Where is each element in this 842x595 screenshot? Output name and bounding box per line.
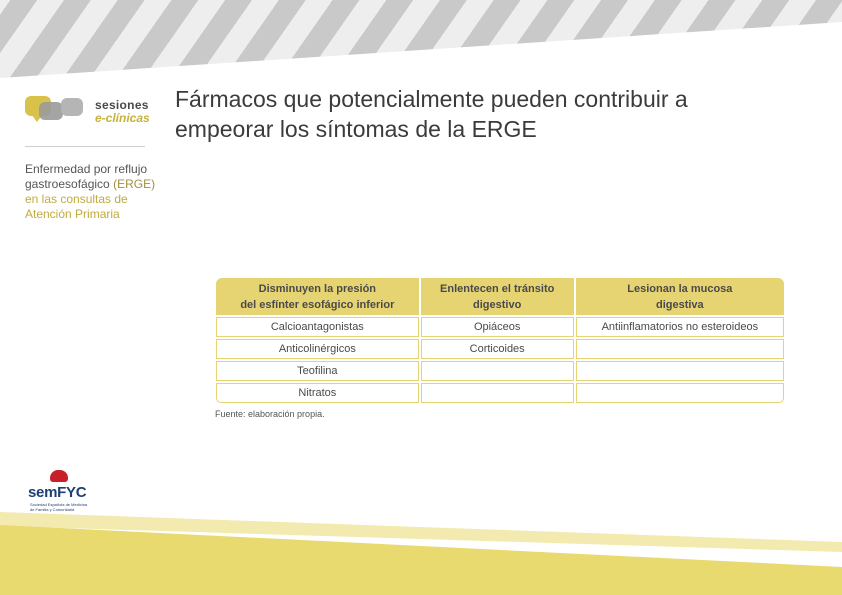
title-line: Fármacos que potencialmente pueden contribuir a xyxy=(175,86,688,112)
column-header: Disminuyen la presión del esfínter esofágico inferior xyxy=(216,278,419,315)
speech-bubble-icon xyxy=(39,102,63,120)
table-cell: Nitratos xyxy=(216,383,419,403)
table-cell: Antiinflamatorios no esteroideos xyxy=(576,317,784,337)
table-row xyxy=(216,317,784,337)
column-header: Enlentecen el tránsito digestivo xyxy=(421,278,574,315)
table-cell: Corticoides xyxy=(421,339,574,359)
top-striped-banner xyxy=(0,0,842,78)
table-cell xyxy=(421,383,574,403)
table-row xyxy=(216,361,784,381)
subject-line: Atención Primaria xyxy=(25,207,120,221)
speech-bubble-icon xyxy=(61,98,83,116)
subject-line: Enfermedad por reflujo xyxy=(25,162,148,176)
sesiones-eclinicas-logo xyxy=(25,96,155,132)
table-cell: Teofilina xyxy=(216,361,419,381)
table-cell: Opiáceos xyxy=(421,317,574,337)
table-source-note: Fuente: elaboración propia. xyxy=(215,409,325,419)
table-cell xyxy=(576,361,784,381)
title-line: empeorar los síntomas de la ERGE xyxy=(175,116,537,142)
semfyc-subtitle: Sociedad Española de Medicina de Familia y Comunitaria xyxy=(30,502,88,512)
table-cell xyxy=(576,339,784,359)
table-cell: Anticolinérgicos xyxy=(216,339,419,359)
table-cell: Calcioantagonistas xyxy=(216,317,419,337)
subject-line: gastroesofágico (ERGE) xyxy=(25,177,156,191)
table-cell xyxy=(421,361,574,381)
table-row xyxy=(216,339,784,359)
semfyc-logo xyxy=(28,470,108,512)
table-cell xyxy=(576,383,784,403)
drug-table xyxy=(214,276,786,405)
semfyc-wordmark: semFYC xyxy=(28,484,87,501)
table-row xyxy=(216,383,784,403)
divider xyxy=(25,146,145,147)
subject-line: en las consultas de xyxy=(25,192,128,206)
semfyc-emblem-icon xyxy=(50,470,68,482)
logo-text-eclinicas: e-clínicas xyxy=(95,111,150,125)
logo-text-sesiones: sesiones xyxy=(95,98,149,112)
page-title xyxy=(175,84,825,144)
table-header-row xyxy=(216,278,784,315)
session-subject xyxy=(25,162,165,222)
column-header: Lesionan la mucosa digestiva xyxy=(576,278,784,315)
